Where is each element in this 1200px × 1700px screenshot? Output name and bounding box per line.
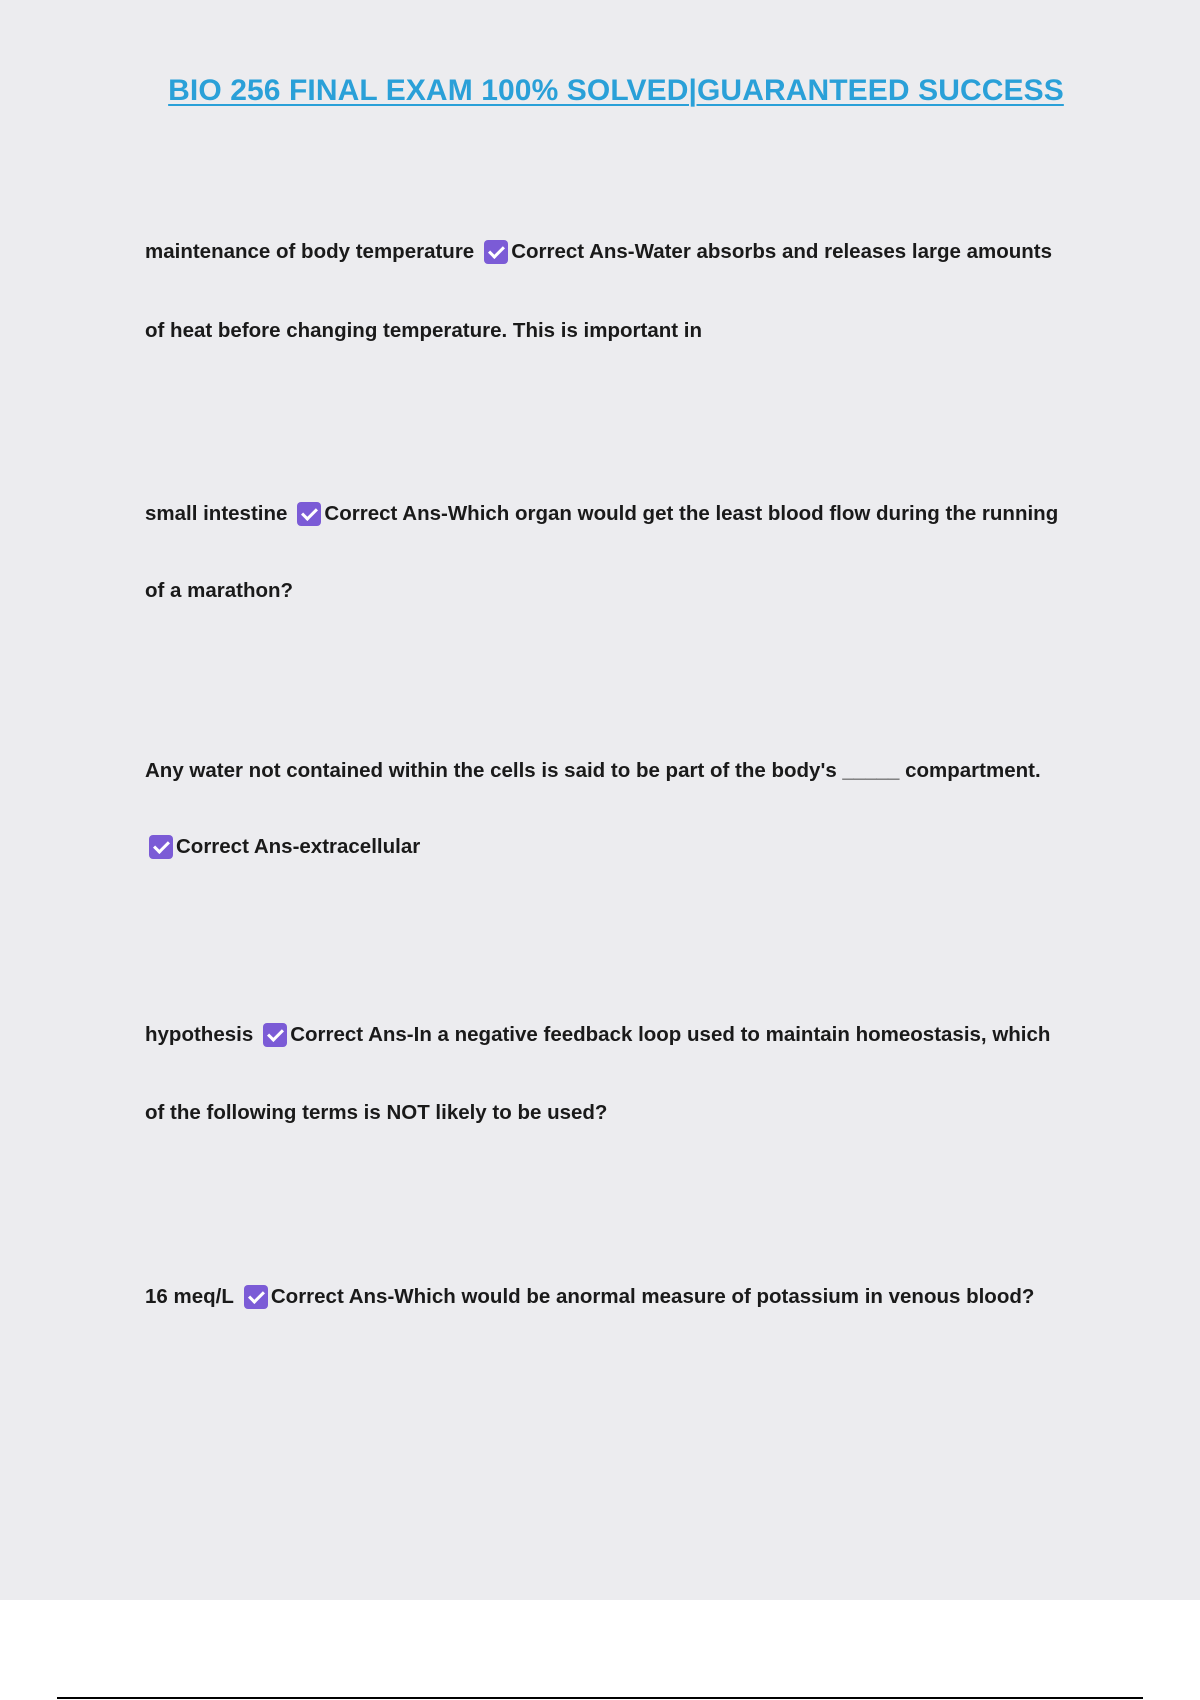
qa-item-5-line-1 — [145, 1285, 1034, 1309]
qa-item-3-line-1 — [145, 759, 1041, 783]
qa-term: small intestine — [145, 502, 288, 525]
qa-term: hypothesis — [145, 1023, 254, 1046]
check-icon — [484, 240, 508, 264]
check-icon — [244, 1285, 268, 1309]
qa-item-1-line-1 — [145, 240, 1052, 264]
qa-answer: Correct Ans-extracellular — [176, 835, 421, 858]
qa-answer: Correct Ans-Which organ would get the least blood flow during the running — [324, 502, 1059, 525]
qa-answer-continued: of the following terms is NOT likely to be used? — [145, 1101, 608, 1124]
qa-answer-continued: of a marathon? — [145, 579, 294, 602]
qa-item-2-line-1 — [145, 502, 1058, 526]
check-icon — [297, 502, 321, 526]
check-icon — [263, 1023, 287, 1047]
qa-answer: Correct Ans-Water absorbs and releases large amounts — [511, 240, 1052, 263]
qa-answer-continued: of heat before changing temperature. This is important in — [145, 319, 702, 342]
qa-item-4-line-2 — [145, 1101, 607, 1125]
qa-item-3-line-2 — [145, 835, 420, 859]
qa-question: Any water not contained within the cells is said to be part of the body's _____ compartment. — [145, 759, 1041, 782]
qa-item-1-line-2 — [145, 319, 702, 343]
qa-answer: Correct Ans-Which would be anormal measure of potassium in venous blood? — [270, 1285, 1035, 1308]
page-title: BIO 256 FINAL EXAM 100% SOLVED|GUARANTEED SUCCESS — [168, 74, 1064, 107]
qa-term: 16 meq/L — [145, 1285, 234, 1308]
qa-answer: Correct Ans-In a negative feedback loop used to maintain homeostasis, which — [290, 1023, 1051, 1046]
qa-term: maintenance of body temperature — [145, 240, 475, 263]
qa-item-4-line-1 — [145, 1023, 1050, 1047]
check-icon — [149, 835, 173, 859]
qa-item-2-line-2 — [145, 579, 293, 603]
footer-divider — [57, 1697, 1143, 1699]
